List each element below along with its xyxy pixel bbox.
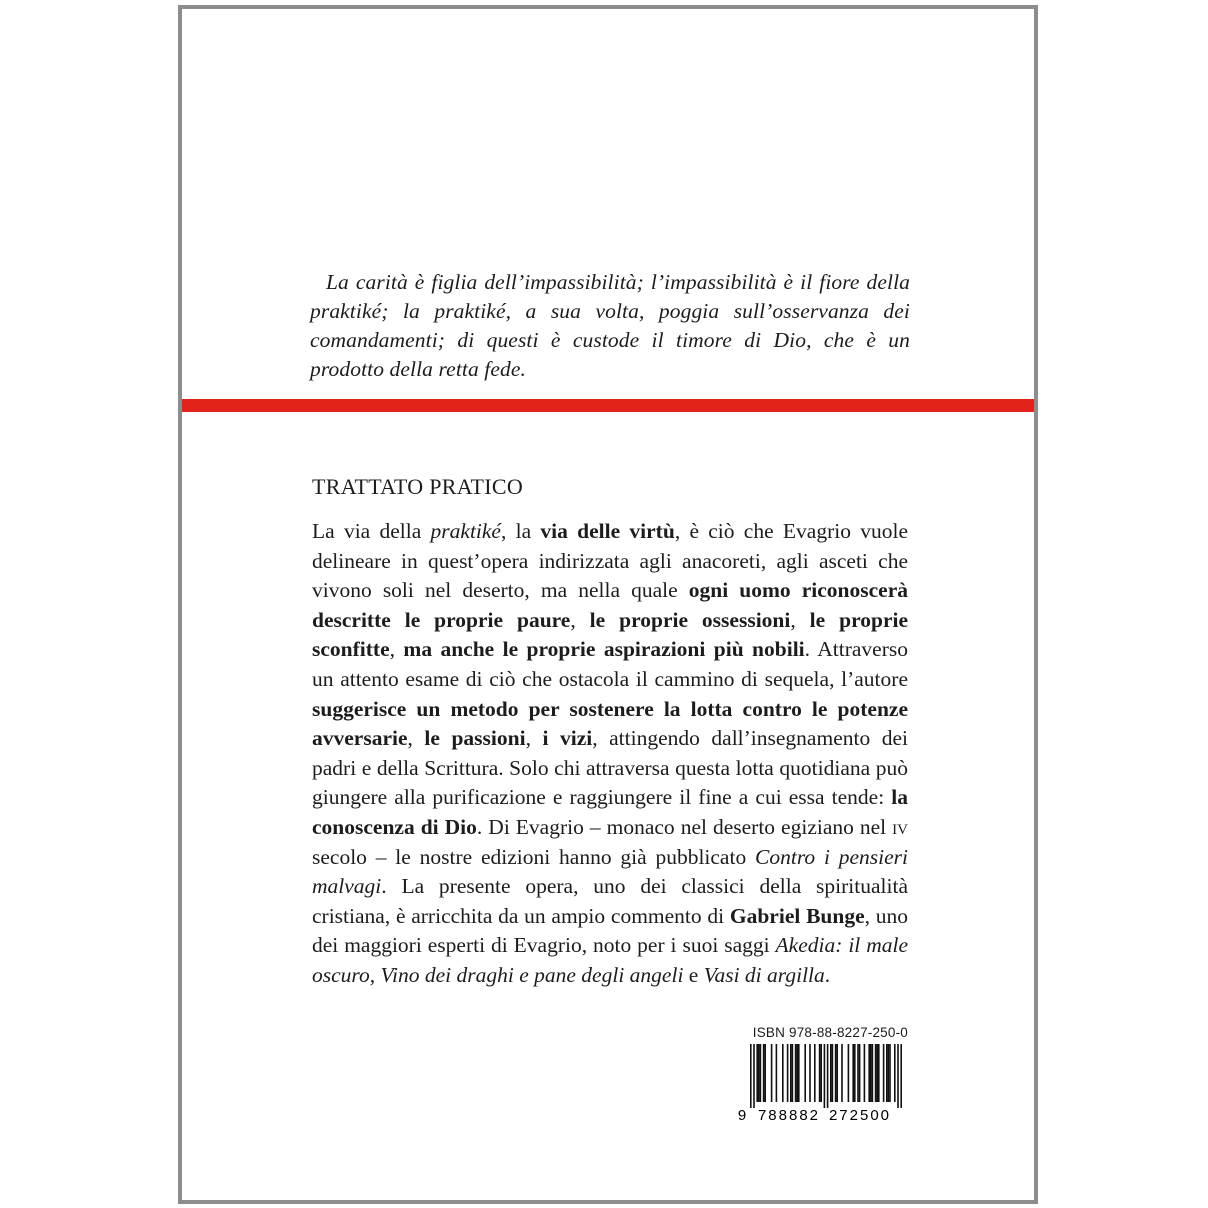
blurb-century-numeral: iv bbox=[892, 814, 908, 839]
barcode-bar bbox=[894, 1044, 896, 1102]
blurb-text: . bbox=[824, 962, 831, 987]
barcode-bar bbox=[796, 1044, 798, 1102]
barcode-bar bbox=[888, 1044, 890, 1102]
blurb-italic-term: praktiké bbox=[430, 519, 501, 543]
barcode-bar bbox=[819, 1044, 821, 1102]
blurb-bold-phrase: ma anche le proprie aspirazioni più nobili bbox=[403, 637, 805, 662]
barcode-bar bbox=[776, 1044, 778, 1102]
barcode-bar bbox=[835, 1044, 837, 1102]
blurb-bold-phrase: via delle virtù bbox=[540, 519, 675, 543]
barcode-digits-right: 272500 bbox=[828, 1107, 892, 1124]
blurb-text: . Di Evagrio – monaco nel deserto egiziano nel bbox=[476, 814, 893, 839]
barcode-bar bbox=[897, 1044, 899, 1108]
barcode-bar bbox=[852, 1044, 854, 1102]
barcode-bar bbox=[876, 1044, 878, 1102]
barcode-bar bbox=[782, 1044, 784, 1102]
barcode-bar bbox=[820, 1044, 822, 1102]
epigraph-text: La carità è figlia dell’impassibilità; l’impassibilità è il fiore della praktiké; la praktiké, a sua volta, poggia sull’osservanza dei comandamenti; di questi è custode il timore di Dio, che è un prodotto della retta fede. bbox=[310, 270, 910, 381]
barcode-bar bbox=[764, 1044, 766, 1102]
barcode-bar bbox=[798, 1044, 800, 1102]
blurb-book-title: Vino dei draghi e pane degli angeli bbox=[380, 962, 684, 987]
barcode-bar bbox=[872, 1044, 874, 1102]
blurb-text: secolo – le nostre edizioni hanno già pubblicato bbox=[312, 844, 756, 869]
barcode-bar bbox=[864, 1044, 866, 1102]
blurb-text: . Attraverso un attento esame di ciò che ostacola il cammino di sequela, l’autore bbox=[312, 637, 908, 691]
blurb-text: . La presente opera, uno dei classici della spiritualità cristiana, è arricchita da un ampio commento di bbox=[312, 874, 908, 928]
barcode-bar bbox=[758, 1044, 760, 1102]
red-divider-band bbox=[182, 399, 1034, 412]
blurb-bold-phrase: suggerisce un metodo per sostenere la lotta contro le potenze avversarie bbox=[312, 696, 908, 751]
barcode-bar bbox=[753, 1044, 755, 1108]
barcode-bar bbox=[889, 1044, 891, 1102]
barcode-bar bbox=[809, 1044, 811, 1102]
barcode-bar bbox=[870, 1044, 872, 1102]
blurb-text: , la bbox=[500, 519, 541, 543]
barcode-bar bbox=[868, 1044, 870, 1102]
barcode-bar bbox=[883, 1044, 885, 1102]
book-title: TRATTATO PRATICO bbox=[312, 474, 524, 499]
blurb-bold-phrase: la conoscenza di Dio bbox=[312, 785, 908, 839]
blurb-bold-phrase: le proprie ossessioni bbox=[589, 607, 791, 632]
blurb-text: La via della bbox=[312, 519, 431, 543]
barcode-bar bbox=[854, 1044, 856, 1102]
barcode-bar bbox=[792, 1044, 794, 1102]
barcode-bar bbox=[836, 1044, 838, 1102]
barcode-bar bbox=[875, 1044, 877, 1102]
barcode-bar bbox=[824, 1044, 826, 1108]
blurb-author-name: Gabriel Bunge bbox=[729, 903, 865, 928]
barcode-bar bbox=[804, 1044, 806, 1102]
blurb-text: , bbox=[570, 607, 590, 632]
barcode-bar bbox=[760, 1044, 762, 1102]
blurb-book-title: Vasi di argilla bbox=[703, 962, 825, 987]
blurb-text: e bbox=[683, 962, 704, 987]
barcode-bar bbox=[848, 1044, 850, 1102]
blurb-text: , attingendo dall’insegnamento dei padri e della Scrittura. Solo chi attraversa questa lotta quotidiana può giungere alla purificazione e raggiungere il fine a cui essa tende: bbox=[312, 726, 909, 810]
blurb-bold-phrase: ogni uomo riconoscerà descritte le proprie paure bbox=[312, 578, 909, 632]
blurb-text: , bbox=[389, 637, 404, 662]
barcode-bar bbox=[841, 1044, 843, 1102]
blurb-text: , bbox=[525, 726, 543, 751]
isbn-label: ISBN 978-88-8227-250-0 bbox=[752, 1025, 908, 1040]
back-cover bbox=[178, 5, 1038, 1204]
blurb-text: , è ciò che Evagrio vuole delineare in quest’opera indirizzata agli anacoreti, agli asceti che vivono soli nel deserto, ma nella quale bbox=[312, 519, 908, 603]
barcode-bar bbox=[859, 1044, 861, 1102]
barcode-bar bbox=[900, 1044, 902, 1108]
barcode-bar bbox=[795, 1044, 797, 1102]
blurb-text: , bbox=[790, 607, 810, 632]
barcode-image bbox=[736, 1044, 908, 1124]
barcode-bar bbox=[827, 1044, 829, 1108]
blurb-bold-phrase: le passioni bbox=[424, 726, 526, 751]
blurb-book-title: Akedia: il male oscuro bbox=[312, 933, 908, 987]
barcode-bar bbox=[857, 1044, 859, 1102]
barcode-bar bbox=[787, 1044, 789, 1102]
barcode-bar bbox=[886, 1044, 888, 1102]
barcode-bar bbox=[830, 1044, 832, 1102]
blurb-bold-phrase: i vizi bbox=[542, 726, 593, 751]
barcode-bar bbox=[832, 1044, 834, 1102]
barcode-bar bbox=[750, 1044, 752, 1108]
blurb-book-title: Contro i pensieri malvagi bbox=[312, 844, 909, 899]
barcode-bar bbox=[763, 1044, 765, 1102]
barcode-digit-lead: 9 bbox=[737, 1107, 747, 1124]
epigraph-quote bbox=[310, 268, 910, 384]
barcode-digits-left: 788882 bbox=[757, 1107, 821, 1124]
barcode-bar bbox=[771, 1044, 773, 1102]
blurb-bold-phrase: le proprie sconfitte bbox=[312, 607, 909, 662]
blurb-text: , uno dei maggiori esperti di Evagrio, noto per i suoi saggi bbox=[312, 903, 909, 958]
barcode-bar bbox=[790, 1044, 792, 1102]
blurb-paragraph bbox=[312, 517, 908, 991]
barcode-bar bbox=[878, 1044, 880, 1102]
barcode-bar bbox=[756, 1044, 758, 1102]
isbn-barcode-block bbox=[736, 1025, 908, 1124]
barcode-bar bbox=[814, 1044, 816, 1102]
blurb-text: , bbox=[369, 962, 381, 987]
blurb-text: , bbox=[407, 726, 425, 751]
